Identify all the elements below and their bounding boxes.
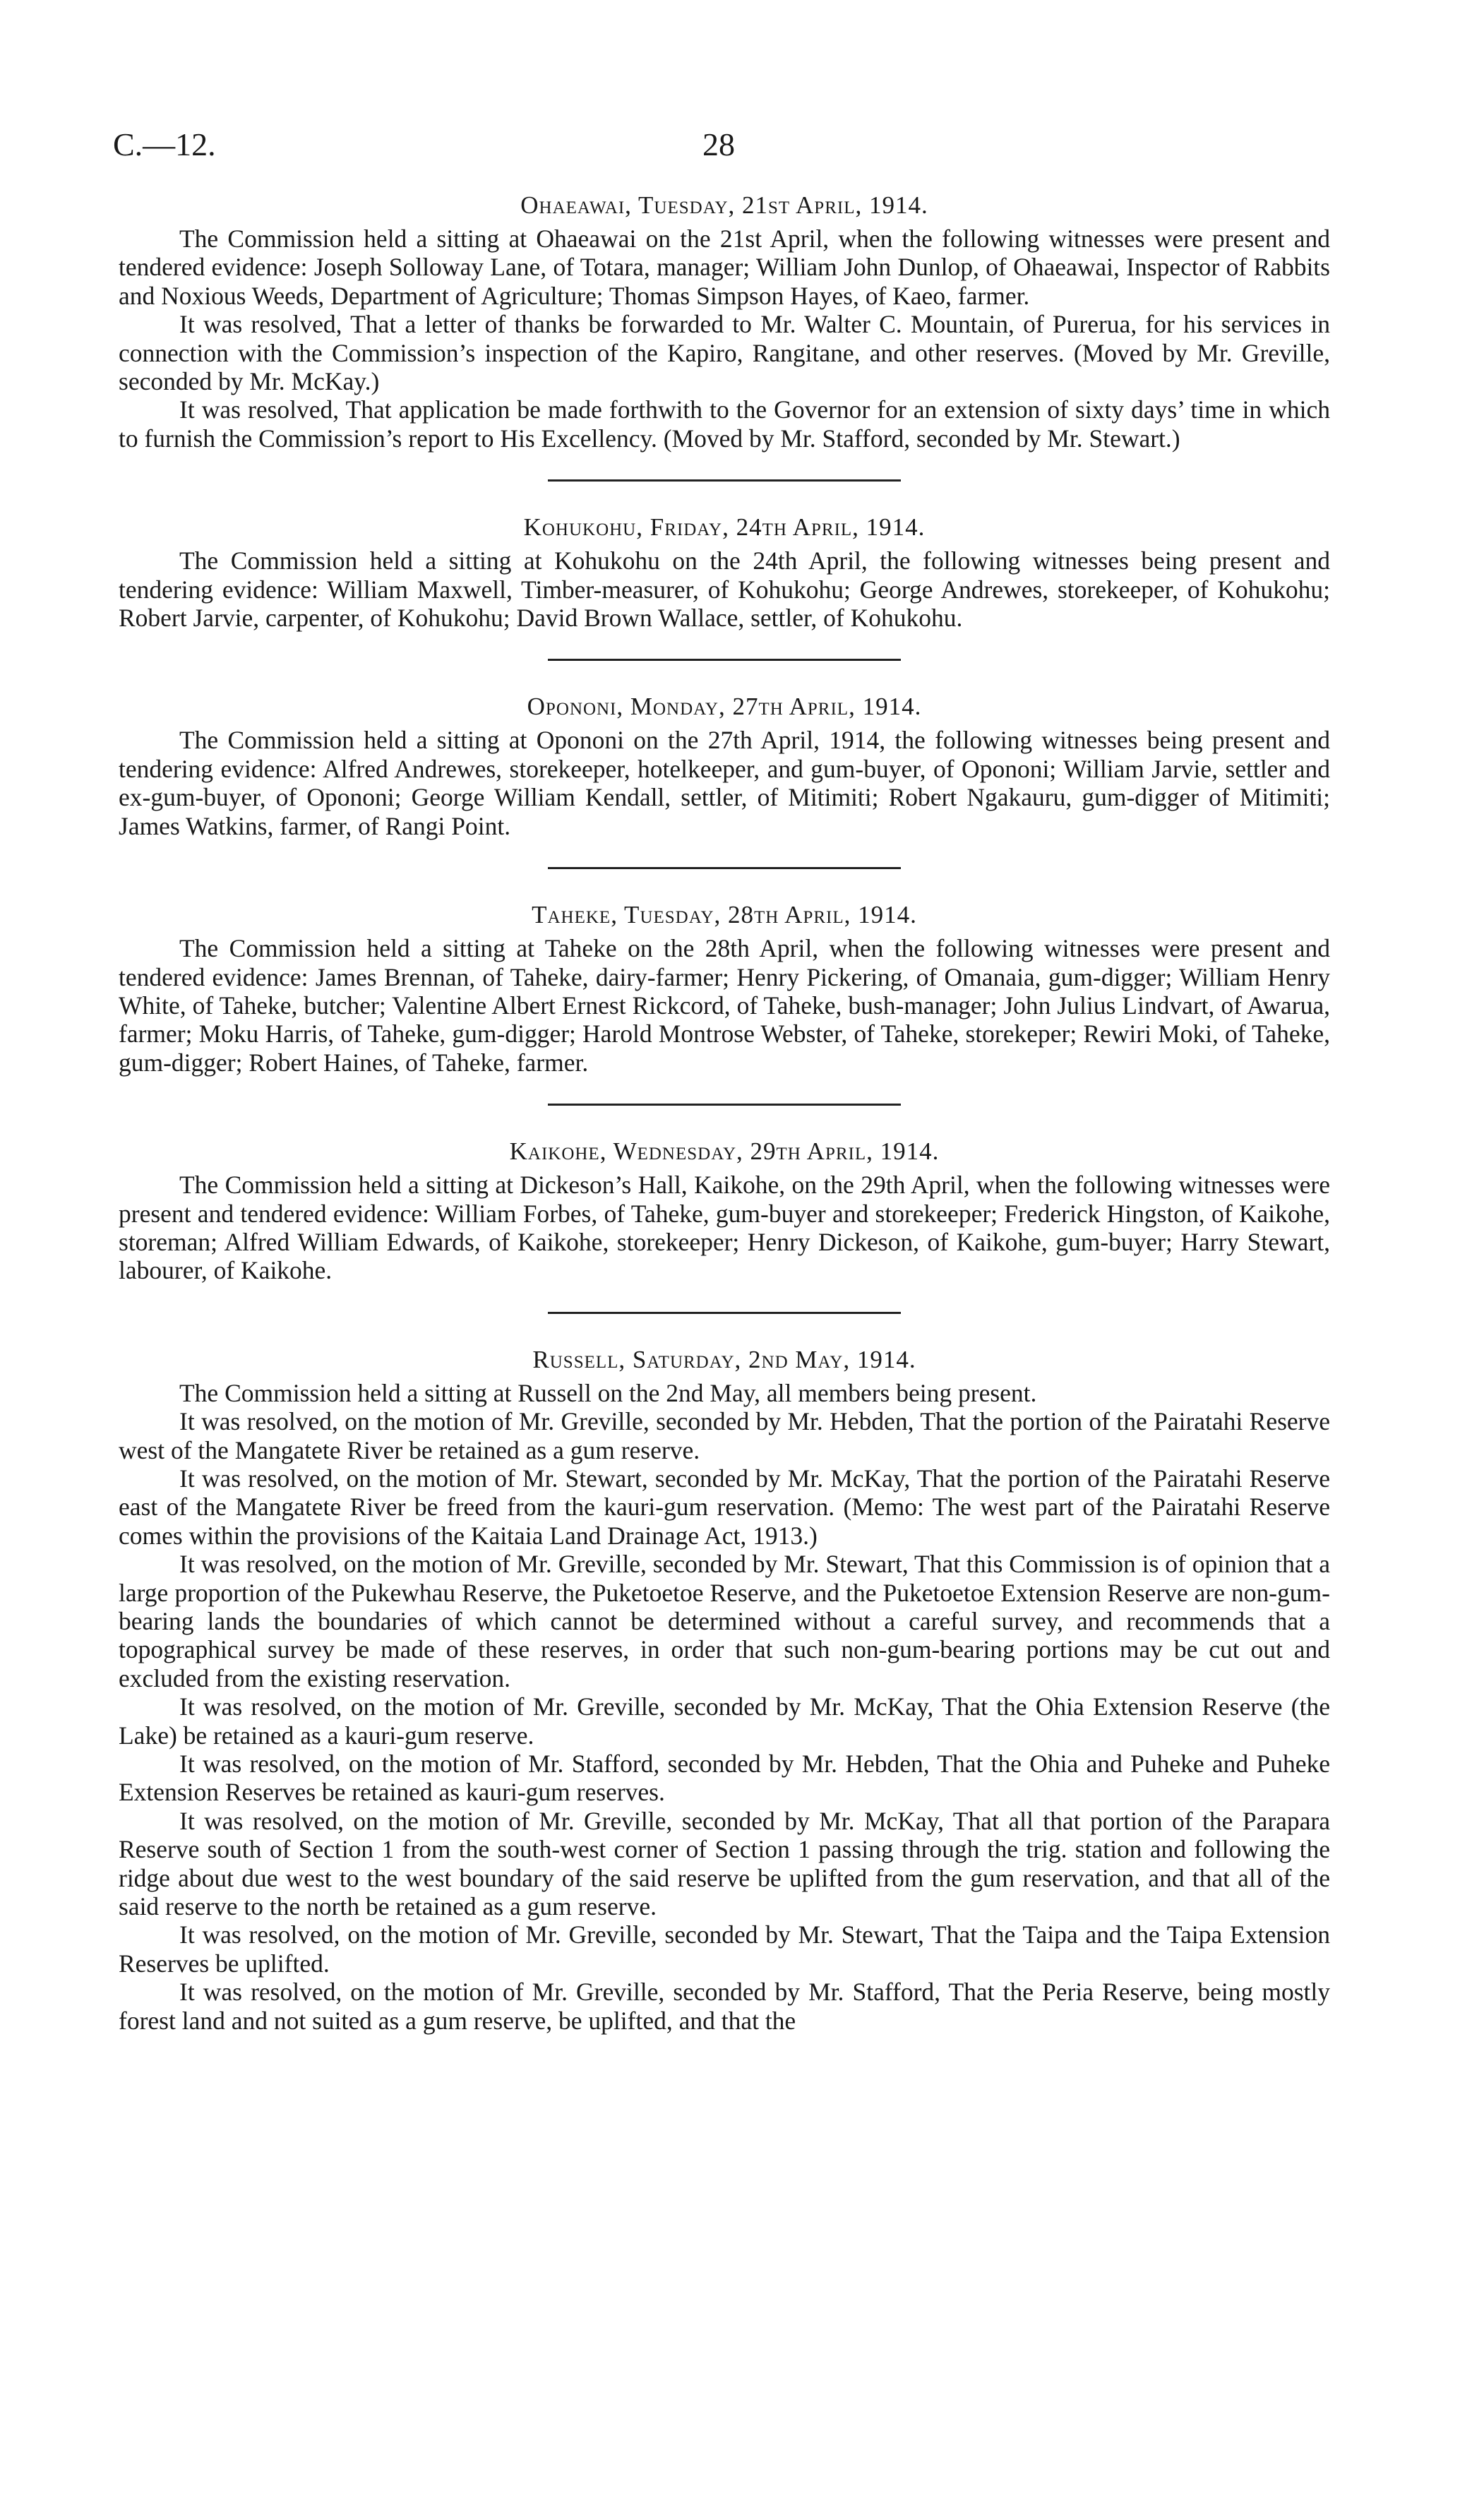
section-heading: Taheke, Tuesday, 28th April, 1914. (532, 901, 917, 929)
paragraph: The Commission held a sitting at Dickeson’s Hall, Kaikohe, on the 29th April, when the following witnesses were present and tendered evidence: William Forbes, of Taheke, gum-buyer and storekeeper; Frederick Hingston, of Kaikohe, storeman; Alfred William Edwards, of Kaikohe, storekeeper; Henry Dickeson, of Kaikohe, gum-buyer; Harry Stewart, labourer, of Kaikohe. (119, 1171, 1330, 1285)
paragraph: It was resolved, on the motion of Mr. Stewart, seconded by Mr. McKay, That the portion of the Pairatahi Reserve east of the Mangatete River be freed from the kauri-gum reservation. (Memo: The west part of the Pairatahi Reserve comes within the provisions of the Kaitaia Land Drainage Act, 1913.) (119, 1464, 1330, 1550)
paragraph: It was resolved, on the motion of Mr. Greville, seconded by Mr. Hebden, That the portion of the Pairatahi Reserve west of the Mangatete River be retained as a gum reserve. (119, 1407, 1330, 1464)
paragraph: It was resolved, on the motion of Mr. Greville, seconded by Mr. Stafford, That the Peria Reserve, being mostly forest land and not suited as a gum reserve, be uplifted, and that the (119, 1978, 1330, 2035)
page-number: 28 (702, 126, 735, 162)
paragraph: It was resolved, on the motion of Mr. Greville, seconded by Mr. Stewart, That this Commission is of opinion that a large proportion of the Pukewhau Reserve, the Puketoetoe Reserve, and the Puketoetoe Extension Reserve are non-gum-bearing lands the boundaries of which cannot be determined without a careful survey, and recommends that a topographical survey be made of these reserves, in order that such non-gum-bearing portions may be cut out and excluded from the existing reservation. (119, 1550, 1330, 1692)
section-divider (548, 1104, 901, 1106)
paragraph: It was resolved, That a letter of thanks be forwarded to Mr. Walter C. Mountain, of Purerua, for his services in connection with the Commission’s inspection of the Kapiro, Rangitane, and other reserves. (Moved by Mr. Greville, seconded by Mr. McKay.) (119, 310, 1330, 396)
section-divider (548, 867, 901, 869)
section-divider (548, 1312, 901, 1314)
section-kaikohe (119, 1137, 1330, 1285)
section-heading: Kaikohe, Wednesday, 29th April, 1914. (509, 1137, 940, 1166)
section-taheke (119, 900, 1330, 1077)
section-heading: Russell, Saturday, 2nd May, 1914. (532, 1345, 916, 1373)
section-divider (548, 659, 901, 661)
paragraph: The Commission held a sitting at Kohukohu on the 24th April, the following witnesses being present and tendering evidence: William Maxwell, Timber-measurer, of Kohukohu; George Andrewes, storekeeper, of Kohukohu; Robert Jarvie, carpenter, of Kohukohu; David Brown Wallace, settler, of Kohukohu. (119, 546, 1330, 633)
document-body (119, 191, 1330, 2035)
paragraph: The Commission held a sitting at Ohaeawai on the 21st April, when the following witnesses were present and tendered evidence: Joseph Solloway Lane, of Totara, manager; William John Dunlop, of Ohaeawai, Inspector of Rabbits and Noxious Weeds, Department of Agriculture; Thomas Simpson Hayes, of Kaeo, farmer. (119, 225, 1330, 310)
section-russell (119, 1345, 1330, 2035)
section-kohukohu (119, 513, 1330, 632)
section-divider (548, 479, 901, 482)
page-header (113, 126, 1336, 168)
section-opononi (119, 692, 1330, 840)
paragraph: It was resolved, on the motion of Mr. Greville, seconded by Mr. McKay, That all that portion of the Parapara Reserve south of Section 1 from the south-west corner of Section 1 passing through the trig. station and following the ridge about due west to the west boundary of the said reserve be uplifted from the gum reservation, and that all of the said reserve to the north be retained as a gum reserve. (119, 1806, 1330, 1921)
section-heading: Opononi, Monday, 27th April, 1914. (527, 693, 922, 721)
paragraph: It was resolved, on the motion of Mr. Greville, seconded by Mr. Stewart, That the Taipa and the Taipa Extension Reserves be uplifted. (119, 1920, 1330, 1978)
paragraph: The Commission held a sitting at Russell on the 2nd May, all members being present. (179, 1378, 1037, 1407)
paragraph: It was resolved, That application be made forthwith to the Governor for an extension of sixty days’ time in which to furnish the Commission’s report to His Excellency. (Moved by Mr. Stafford, seconded by Mr. Stewart.) (119, 395, 1330, 453)
report-reference: C.—12. (113, 126, 216, 162)
section-heading: Ohaeawai, Tuesday, 21st April, 1914. (520, 191, 928, 219)
paragraph: The Commission held a sitting at Opononi on the 27th April, 1914, the following witnesses being present and tendering evidence: Alfred Andrewes, storekeeper, hotelkeeper, and gum-buyer, of Opononi; William Jarvie, settler and ex-gum-buyer, of Opononi; George William Kendall, settler, of Mitimiti; Robert Ngakauru, gum-digger of Mitimiti; James Watkins, farmer, of Rangi Point. (119, 726, 1330, 840)
paragraph: It was resolved, on the motion of Mr. Greville, seconded by Mr. McKay, That the Ohia Extension Reserve (the Lake) be retained as a kauri-gum reserve. (119, 1692, 1330, 1750)
section-heading: Kohukohu, Friday, 24th April, 1914. (523, 513, 926, 542)
section-ohaeawai (119, 191, 1330, 453)
paragraph: It was resolved, on the motion of Mr. Stafford, seconded by Mr. Hebden, That the Ohia and Puheke and Puheke Extension Reserves be retained as kauri-gum reserves. (119, 1750, 1330, 1807)
paragraph: The Commission held a sitting at Taheke on the 28th April, when the following witnesses were present and tendered evidence: James Brennan, of Taheke, dairy-farmer; Henry Pickering, of Omanaia, gum-digger; William Henry White, of Taheke, butcher; Valentine Albert Ernest Rickcord, of Taheke, bush-manager; John Julius Lindvart, of Awarua, farmer; Moku Harris, of Taheke, gum-digger; Harold Montrose Webster, of Taheke, storekeper; Rewiri Moki, of Taheke, gum-digger; Robert Haines, of Taheke, farmer. (119, 934, 1330, 1077)
